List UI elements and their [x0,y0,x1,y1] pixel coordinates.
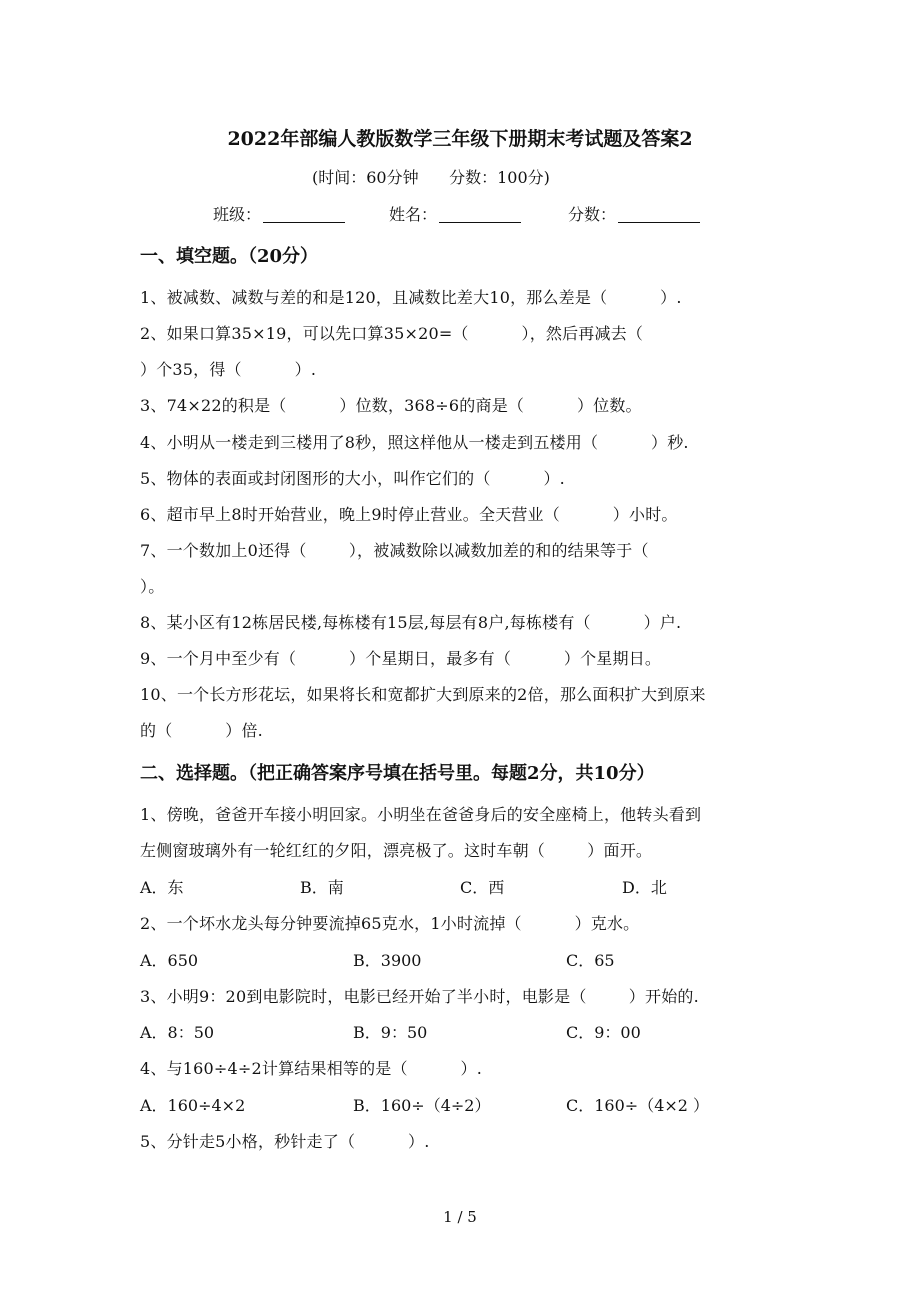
option-a[interactable]: A．东 [140,878,184,897]
question-line: 5、分针走5小格，秒针走了（ ）. [140,1132,430,1151]
class-field[interactable] [213,204,345,226]
question-line: 10、一个长方形花坛，如果将长和宽都扩大到原来的2倍，那么面积扩大到原来 [140,685,706,704]
question-line: 4、小明从一楼走到三楼用了8秒，照这样他从一楼走到五楼用（ ）秒. [140,433,689,452]
document-title: 2022年部编人教版数学三年级下册期末考试题及答案2 [227,128,693,150]
page-number: 1 / 5 [443,1208,477,1226]
score-blank[interactable] [618,206,700,223]
name-label: 姓名： [389,205,438,224]
question-line: 7、一个数加上0还得（ ），被减数除以减数加差的和的结果等于（ [140,541,649,560]
question-line: 8、某小区有12栋居民楼,每栋楼有15层,每层有8户,每栋楼有（ ）户. [140,613,682,632]
option-c[interactable]: C．65 [566,951,615,970]
option-b[interactable]: B．9：50 [353,1023,428,1042]
question-line: 9、一个月中至少有（ ）个星期日，最多有（ ）个星期日。 [140,649,662,668]
class-label: 班级： [213,205,262,224]
option-c[interactable]: C．160÷（4×2 ） [566,1096,710,1115]
question-line: ）个35，得（ ）. [140,360,317,379]
section-2-heading: 二、选择题。（把正确答案序号填在括号里。每题2分，共10分） [140,763,655,784]
option-c[interactable]: C．西 [460,878,505,897]
option-b[interactable]: B．3900 [353,951,422,970]
option-c[interactable]: C．9：00 [566,1023,641,1042]
option-d[interactable]: D．北 [622,878,667,897]
question-line: 2、一个坏水龙头每分钟要流掉65克水，1小时流掉（ ）克水。 [140,914,640,933]
question-line: 4、与160÷4÷2计算结果相等的是（ ）. [140,1059,483,1078]
question-line: 5、物体的表面或封闭图形的大小，叫作它们的（ ）. [140,469,565,488]
question-line: 3、74×22的积是（ ）位数，368÷6的商是（ ）位数。 [140,396,642,415]
class-blank[interactable] [263,206,345,223]
name-field[interactable] [389,204,521,226]
question-line: 3、小明9：20到电影院时，电影已经开始了半小时，电影是（ ）开始的. [140,987,699,1006]
question-line: 1、傍晚，爸爸开车接小明回家。小明坐在爸爸身后的安全座椅上，他转头看到 [140,805,702,824]
exam-time-score: (时间：60分钟 分数：100分) [312,168,550,187]
question-line: 的（ ）倍. [140,721,263,740]
option-a[interactable]: A．160÷4×2 [140,1096,246,1115]
option-a[interactable]: A．8：50 [140,1023,215,1042]
option-b[interactable]: B．160÷（4÷2） [353,1096,491,1115]
question-line: 左侧窗玻璃外有一轮红红的夕阳，漂亮极了。这时车朝（ ）面开。 [140,841,653,860]
score-field[interactable] [568,204,700,226]
name-blank[interactable] [439,206,521,223]
option-a[interactable]: A．650 [140,951,199,970]
question-line: 2、如果口算35×19，可以先口算35×20=（ ），然后再减去（ [140,324,644,343]
option-b[interactable]: B．南 [300,878,344,897]
question-line: 1、被减数、减数与差的和是120，且减数比差大10，那么差是（ ）. [140,288,682,307]
score-label: 分数： [568,205,617,224]
question-line: ）。 [140,577,165,596]
question-line: 6、超市早上8时开始营业，晚上9时停止营业。全天营业（ ）小时。 [140,505,678,524]
section-1-heading: 一、填空题。（20分） [140,246,319,267]
